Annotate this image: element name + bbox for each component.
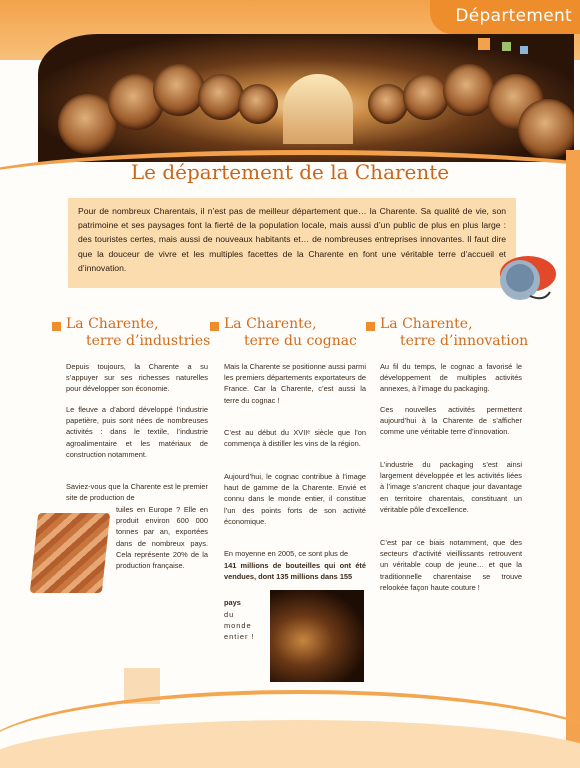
intro-text: Pour de nombreux Charentais, il n’est pas de meilleur département que… la Charente. Sa qualité de vie, son patrimoine et ses paysages font la fierté de la population locale, mais aussi d’un public de plus en plus large : des touristes certes, mais aussi de nouveaux habitants et… de nombreuses entreprises innovantes. Il faut dire que la douceur de vivre et les multiples facettes de la Charente en font une véritable terre d’accueil et d’innovation. [68,198,516,288]
column-title-line-1: La Charente, [380,316,473,332]
column-2-paragraph: C’est au début du XVIIᵉ siècle que l’on commença à distiller les vins de la région. [224,428,366,449]
section-tab [430,0,580,34]
column-2-paragraph: Aujourd’hui, le cognac contribue à l’image haut de gamme de la Charente. Envié et connu dans le monde entier, il constitue l’un des points forts de son activité économique. [224,472,366,526]
column-1-paragraph: Depuis toujours, la Charente a su s’appuyer sur ses richesses naturelles pour développer son économie. [66,362,208,394]
column-1-paragraph: tuiles en Europe ? Elle en produit environ 600 000 tonnes par an, exportées dans de nombreux pays. Cela représente 20% de la production française. [116,505,208,571]
cellar-arch [283,74,353,144]
side-bar [566,150,580,768]
heading-bullet [366,322,375,331]
column-3-paragraph: Au fil du temps, le cognac a favorisé le développement de multiples activités annexes, à l’image du packaging. [380,362,522,394]
charentaise-slipper-illustration [490,248,560,310]
column-title-line-2: terre d’industries [86,333,211,349]
bottom-swoosh [0,690,580,768]
column-2-title [224,316,357,350]
page-title: Le département de la Charente [130,160,450,184]
heading-bullet [52,322,61,331]
column-title-line-1: La Charente, [224,316,317,332]
section-label: Département [455,6,572,26]
column-1-paragraph: Saviez-vous que la Charente est le premier site de production de [66,482,208,503]
cognac-cellar-photo [270,590,364,682]
column-2-highlight: pays [224,598,241,607]
column-2-highlight: 141 millions de bouteilles qui ont été vendues, dont 135 millions dans 155 [224,561,366,582]
cognac-cellar-banner-photo [38,34,574,162]
accent-square [502,42,511,51]
column-3-paragraph: Ces nouvelles activités permettent aujourd’hui à la Charente de s’afficher comme une véritable terre d’innovation. [380,405,522,437]
column-3-paragraph: L’industrie du packaging s’est ainsi largement développée et les activités liées à l’image s’ancrent chaque jour davantage en territoire charentais, constituant un véritable pôle d’excellence. [380,460,522,514]
roof-tiles-photo [30,513,110,593]
column-2-paragraph: Mais la Charente se positionne aussi parmi les premiers départements exportateurs de France. Car la Charente, c’est aussi la terre du cognac ! [224,362,366,405]
accent-square [520,46,528,54]
column-title-line-2: terre du cognac [244,333,357,349]
column-1-paragraph: Le fleuve a d’abord développé l’industrie papetière, puis sont nées de nombreuses activités : dans le textile, l’industrie agroalimentaire et les matériaux de construction notamment. [66,405,208,459]
column-3-title [380,316,528,350]
column-1-title [66,316,210,350]
column-2-paragraph: En moyenne en 2005, ce sont plus de [224,549,349,558]
column-3-paragraph: C’est par ce biais notamment, que des secteurs d’activité vieillissants retrouvent un véritable coup de jeune… et que la traditionnelle charentaise se trouve relookée façon haute couture ! [380,538,522,592]
column-title-line-2: terre d’innovation [400,333,529,349]
column-2-paragraph: du monde entier ! [224,610,255,642]
accent-square [478,38,490,50]
heading-bullet [210,322,219,331]
column-title-line-1: La Charente, [66,316,159,332]
